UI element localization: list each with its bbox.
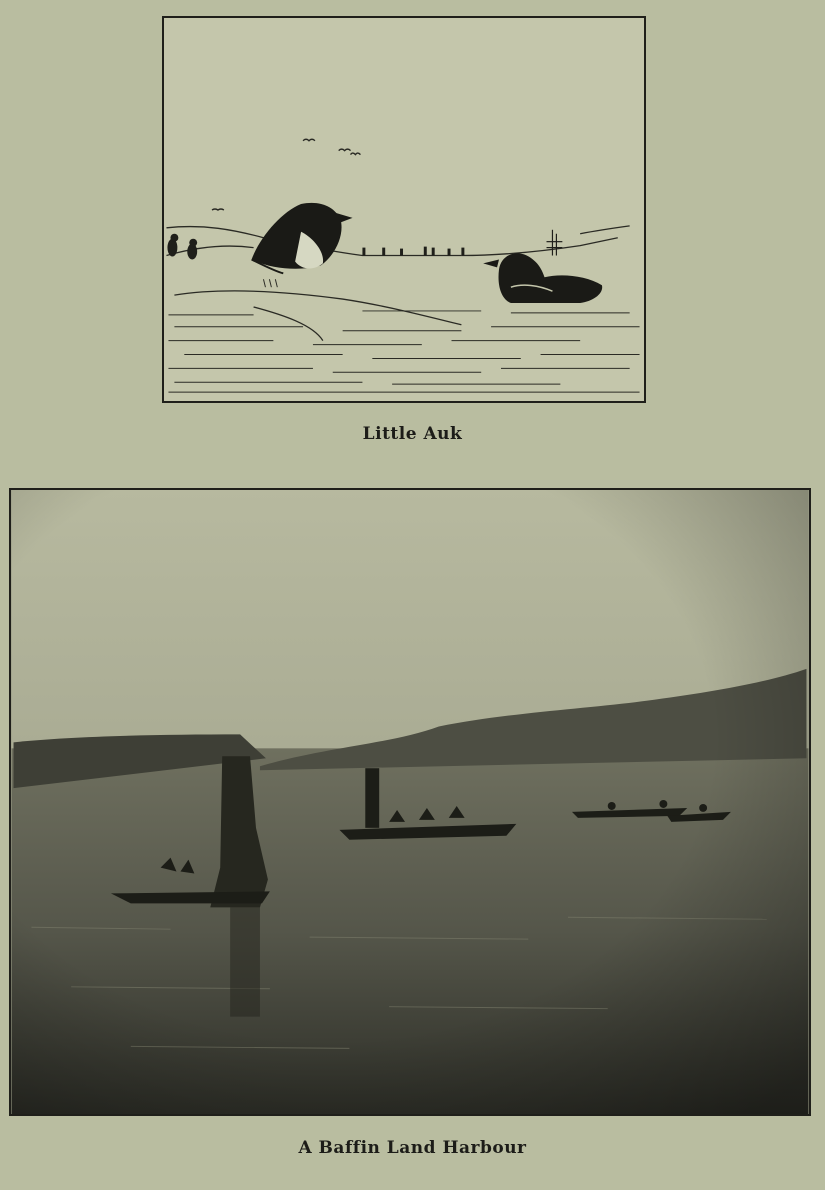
caption-baffin-land-harbour: A Baffin Land Harbour	[298, 1138, 527, 1158]
flying-birds	[212, 139, 360, 210]
water-hatching	[168, 311, 639, 392]
photograph-baffin-land-harbour	[9, 488, 811, 1116]
caption-little-auk: Little Auk	[362, 424, 463, 444]
distant-ship	[547, 230, 563, 256]
illustration-little-auk	[162, 16, 646, 403]
vignette	[12, 490, 809, 1114]
swimming-auk	[483, 253, 602, 303]
standing-auk	[252, 203, 353, 287]
